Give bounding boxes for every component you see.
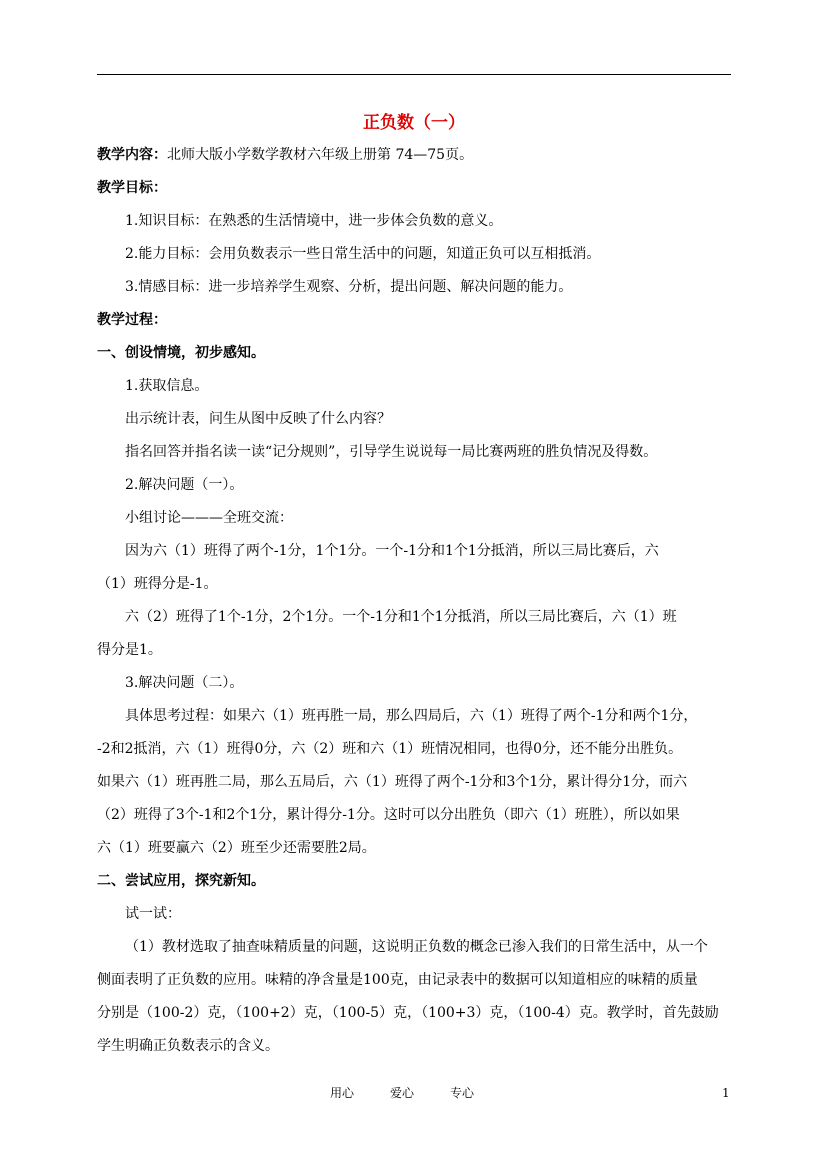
paragraph-line: 具体思考过程：如果六（1）班再胜一局，那么四局后，六（1）班得了两个-1分和两个1分， [125,708,698,724]
paragraph-line: （2）班得了3个-1和2个1分，累计得分-1分。这时可以分出胜负（即六（1）班胜），所以如果 [97,807,680,823]
goal-item: 2.能力目标：会用负数表示一些日常生活中的问题，知道正负可以互相抵消。 [125,246,601,262]
page-footer [0,1083,827,1103]
document-body [97,107,731,1063]
header-rule [97,74,731,75]
paragraph-line: 六（1）班要赢六（2）班至少还需要胜2局。 [97,840,376,856]
discussion-label: 小组讨论———全班交流： [125,510,293,526]
paragraph-line: 侧面表明了正负数的应用。味精的净含量是100克，由记录表中的数据可以知道相应的味精的质量 [97,972,698,988]
paragraph-line: 学生明确正负数表示的含义。 [97,1038,279,1054]
try-label: 试一试： [125,906,181,922]
paragraph-line: -2和2抵消，六（1）班得0分，六（2）班和六（1）班情况相同，也得0分，还不能分出胜负。 [97,741,683,757]
section1-heading: 一、创设情境，初步感知。 [97,345,265,361]
paragraph-line: 指名回答并指名读一读“记分规则”，引导学生说说每一局比赛两班的胜负情况及得数。 [125,444,658,460]
content-text: 北师大版小学数学教材六年级上册第 74—75页。 [167,147,474,163]
slogan-word: 用心 [330,1086,355,1100]
step3-heading: 3.解决问题（二）。 [125,675,244,691]
step1-heading: 1.获取信息。 [125,378,209,394]
step2-heading: 2.解决问题（一）。 [125,477,244,493]
goal-item: 1.知识目标：在熟悉的生活情境中，进一步体会负数的意义。 [125,213,503,229]
paragraph-line: （1）班得分是-1。 [97,576,218,592]
process-heading: 教学过程： [97,312,167,328]
section2-heading: 二、尝试应用，探究新知。 [97,873,265,889]
paragraph-line: 分别是（100-2）克，（100+2）克，（100-5）克，（100+3）克，（100-4）克。教学时，首先鼓励 [97,1005,719,1021]
paragraph-line: 出示统计表，问生从图中反映了什么内容？ [125,411,391,427]
slogan-word: 爱心 [390,1086,415,1100]
paragraph-line: 如果六（1）班再胜二局，那么五局后，六（1）班得了两个-1分和3个1分，累计得分1分，而六 [97,774,688,790]
content-line [97,139,731,172]
paragraph-line: 得分是1。 [97,642,162,658]
paragraph-line: 因为六（1）班得了两个-1分，1个1分。一个-1分和1个1分抵消，所以三局比赛后，六 [125,543,659,559]
document-title: 正负数（一） [363,113,465,133]
footer-slogan [330,1083,510,1103]
goal-item: 3.情感目标：进一步培养学生观察、分析，提出问题、解决问题的能力。 [125,279,573,295]
goals-heading: 教学目标： [97,180,167,196]
paragraph-line: （1）教材选取了抽查味精质量的问题，这说明正负数的概念已渗入我们的日常生活中，从一个 [125,939,708,955]
page-number: 1 [722,1086,730,1100]
paragraph-line: 六（2）班得了1个-1分，2个1分。一个-1分和1个1分抵消，所以三局比赛后，六（1）班 [125,609,677,625]
slogan-word: 专心 [450,1086,475,1100]
content-label: 教学内容： [97,147,167,163]
